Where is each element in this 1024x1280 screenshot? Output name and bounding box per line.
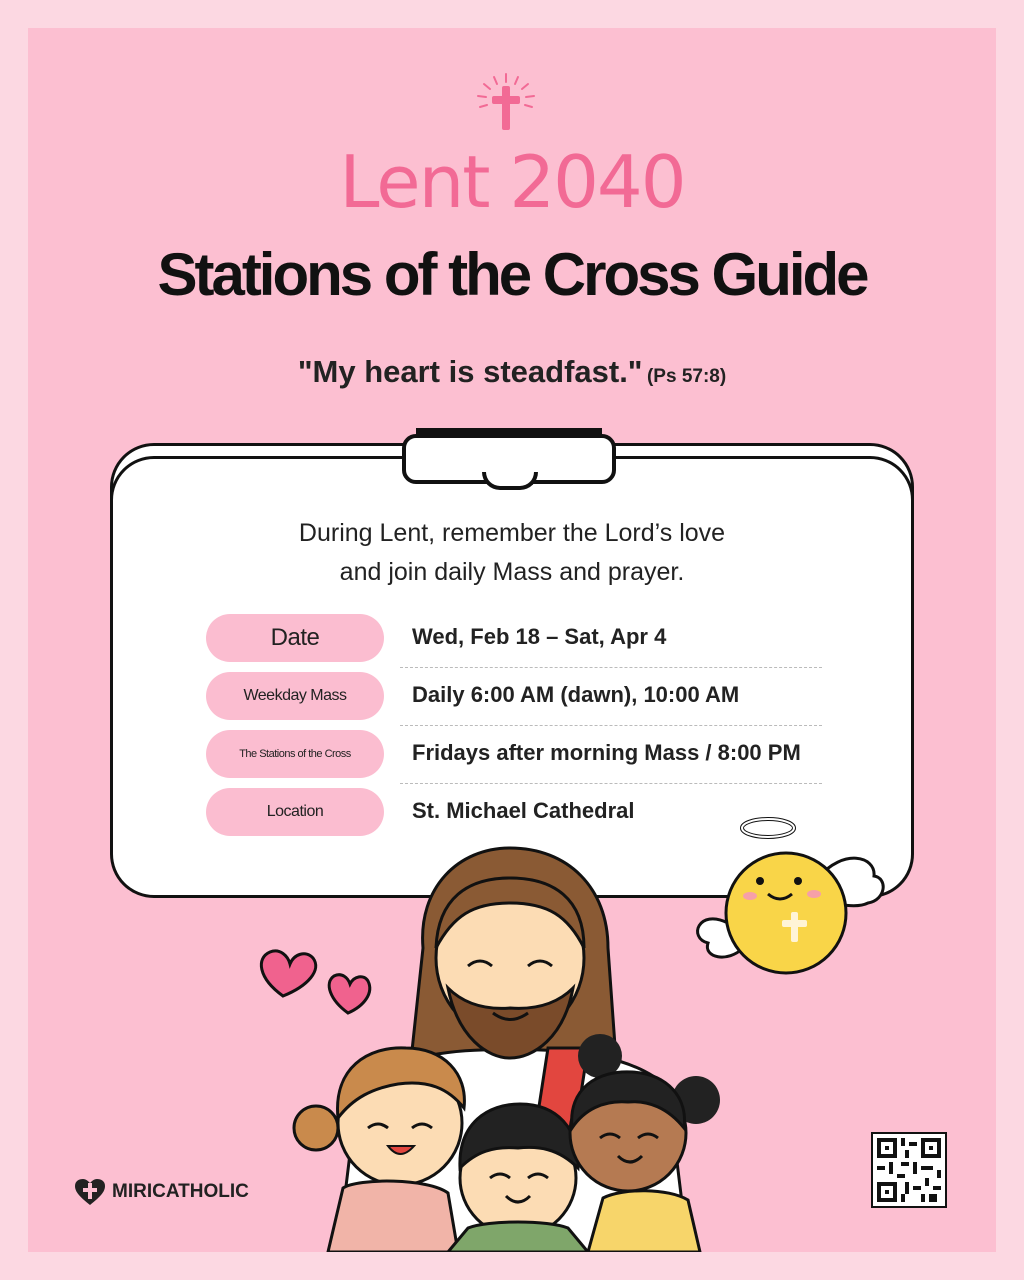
label-pill: The Stations of the Cross xyxy=(206,730,384,778)
intro-line-2: and join daily Mass and prayer. xyxy=(339,558,685,586)
lent-title: Lent 2040 xyxy=(339,140,685,224)
qr-code[interactable] xyxy=(871,1132,947,1208)
brand-name: MIRICATHOLIC xyxy=(112,1181,249,1202)
label-pill: Location xyxy=(206,788,384,836)
verse-reference: (Ps 57:8) xyxy=(646,366,727,387)
page-title: Stations of the Cross Guide xyxy=(157,241,867,308)
brand xyxy=(74,1178,249,1206)
verse-quote: "My heart is steadfast." xyxy=(297,354,643,389)
info-value: St. Michael Cathedral xyxy=(412,798,635,823)
intro-line-1: During Lent, remember the Lord’s love xyxy=(298,519,726,547)
info-value: Wed, Feb 18 – Sat, Apr 4 xyxy=(412,624,667,649)
label-pill: Date xyxy=(206,614,384,662)
brand-logo-icon xyxy=(74,1178,106,1206)
poster xyxy=(28,28,996,1252)
jesus-children-illustration xyxy=(28,28,996,1252)
heart-icon xyxy=(329,975,370,1013)
label-pill: Weekday Mass xyxy=(206,672,384,720)
heart-icon xyxy=(261,951,315,996)
info-value: Fridays after morning Mass / 8:00 PM xyxy=(412,740,801,765)
angel-mascot xyxy=(698,819,884,973)
qr-code-pattern xyxy=(877,1138,941,1202)
info-value: Daily 6:00 AM (dawn), 10:00 AM xyxy=(412,682,740,707)
